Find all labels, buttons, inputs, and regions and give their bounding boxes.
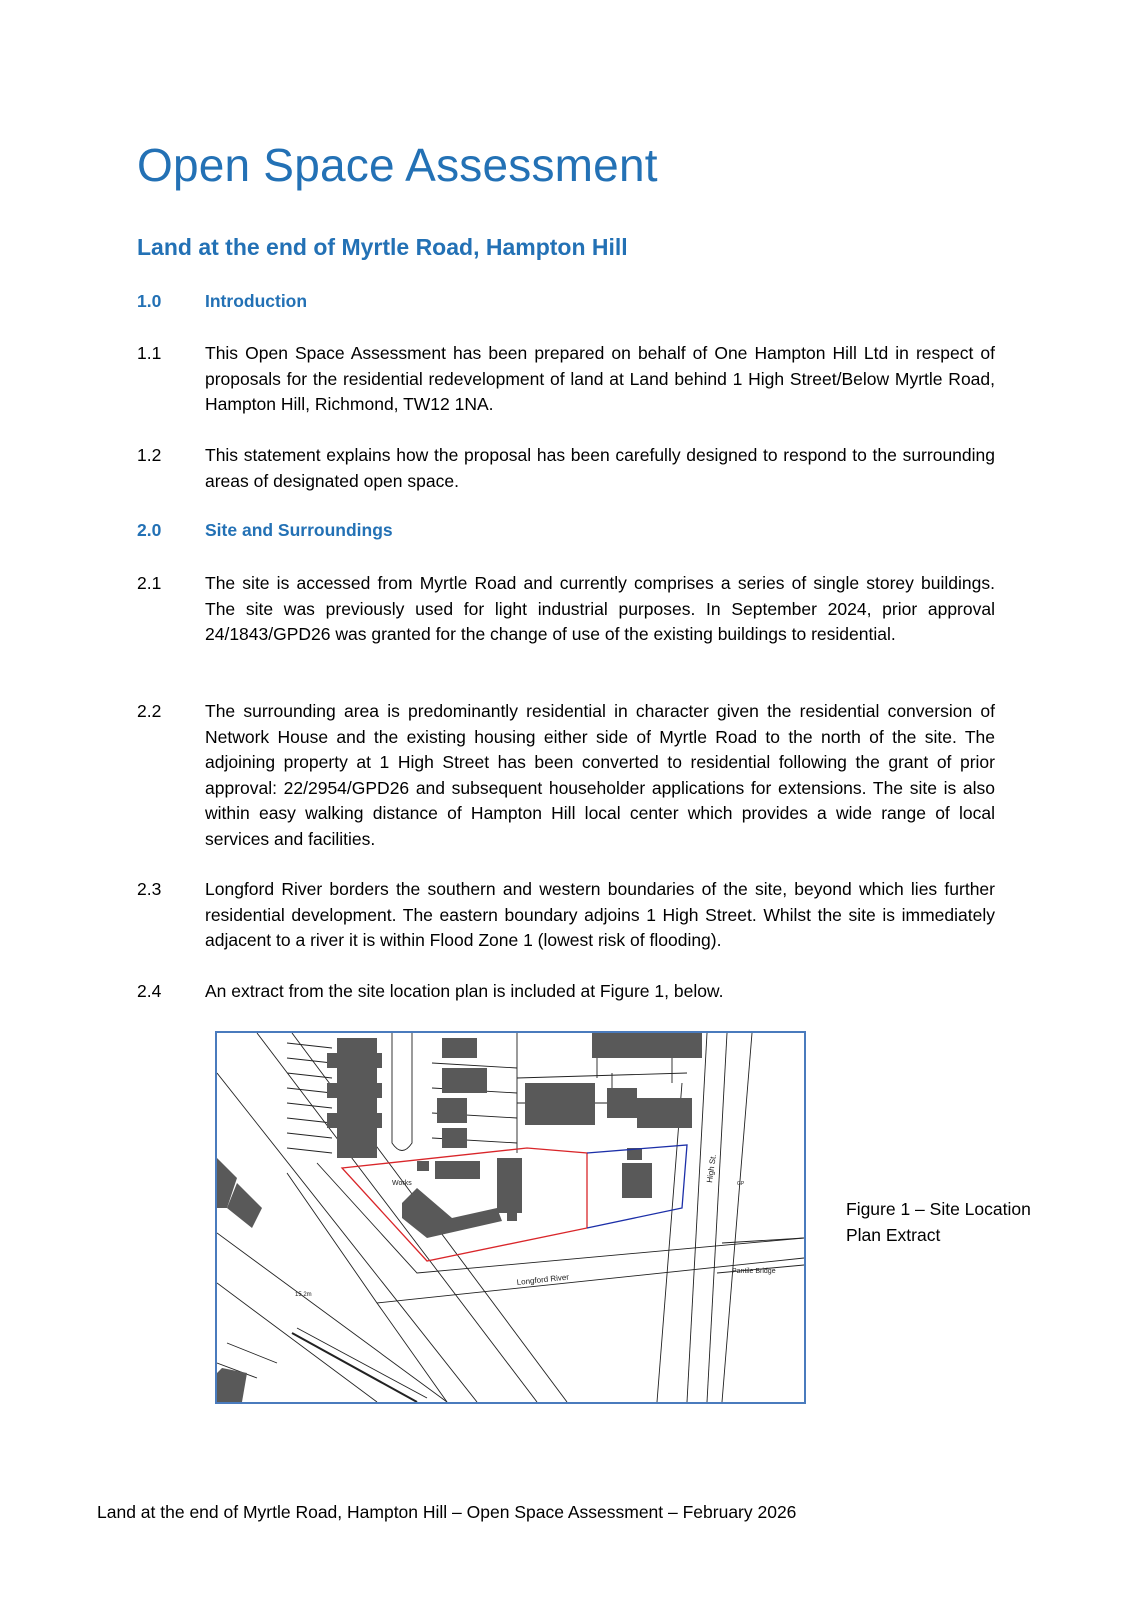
house-building [637,1098,692,1128]
paragraph-1-2 [137,443,995,494]
works-building [417,1161,429,1171]
paragraph-text: Longford River borders the southern and western boundaries of the site, beyond which lies further residential development. The eastern boundary adjoins 1 High Street. Whilst the site is immediately adjacent to a river it is within Flood Zone 1 (lowest risk of flooding). [205,879,995,950]
map-label-longford-river: Longford River [516,1272,570,1287]
section-title: Introduction [205,291,308,311]
myrtle-road [392,1033,412,1151]
high-street-edge [707,1033,727,1402]
paragraph-2-3 [137,877,995,954]
house-building [525,1083,595,1125]
paragraph-text: This statement explains how the proposal has been carefully designed to respond to the surrounding areas of designated open space. [205,445,995,491]
works-building [507,1213,517,1221]
map-label-gp: GP [737,1181,745,1187]
paragraph-2-4 [137,979,995,1005]
terrace-building [327,1053,382,1068]
large-building [592,1033,702,1058]
paragraph-1-1 [137,341,995,418]
page-title: Open Space Assessment [137,139,658,191]
map-label-spot-height: 15.2m [295,1292,312,1298]
section-number: 2.0 [137,520,162,540]
paragraph-number: 2.3 [137,879,162,899]
works-building [497,1158,522,1213]
railway-line [292,1333,417,1402]
map-label-high-st: High St. [705,1153,718,1184]
paragraph-text: This Open Space Assessment has been prepared on behalf of One Hampton Hill Ltd in respect of proposals for the residential redevelopment of land at Land behind 1 High Street/Below Myrtle Road, Hampton Hill, Richmond, TW12 1NA. [205,343,995,414]
figure-caption: Figure 1 – Site Location Plan Extract [846,1199,1031,1245]
river-bank [317,1163,804,1273]
river-bank [377,1303,447,1402]
house-building [622,1163,652,1198]
high-street-edge [657,1083,682,1402]
paragraph-number: 2.1 [137,573,162,593]
road-edge [217,1233,447,1402]
works-building [402,1188,502,1238]
paragraph-number: 1.2 [137,445,162,465]
paragraph-text: An extract from the site location plan is included at Figure 1, below. [205,981,724,1001]
site-location-map [217,1033,804,1402]
house-building [217,1368,247,1402]
house-building [442,1068,487,1093]
paragraph-number: 2.2 [137,701,162,721]
site-location-plan [215,1031,806,1404]
page-subtitle: Land at the end of Myrtle Road, Hampton Hill [137,234,628,260]
section-title: Site and Surroundings [205,520,393,540]
section-heading-introduction [137,291,307,312]
railway-line [297,1328,427,1398]
map-label-pantile-bridge: Pantile Bridge [732,1268,776,1275]
paragraph-2-1 [137,571,995,648]
paragraph-number: 1.1 [137,343,162,363]
terrace-building [327,1083,382,1098]
high-street-edge [722,1033,752,1402]
section-heading-site-and-surroundings [137,520,393,541]
house-building [442,1128,467,1148]
paragraph-text: The site is accessed from Myrtle Road and currently comprises a series of single storey buildings. The site was previously used for light industrial purposes. In September 2024, prior approval 24/1843/GPD26 was granted for the change of use of the existing buildings to residential. [205,573,995,644]
map-label-works: Works [392,1180,412,1187]
works-building [435,1161,480,1179]
paragraph-text: The surrounding area is predominantly residential in character given the residential conversion of Network House and the existing housing either side of Myrtle Road to the north of the site. The adjoining property at 1 High Street has been converted to residential following the grant of prior approval: 22/2954/GPD26 and subsequent householder applications for extensions. The site is also within easy walking distance of Hampton Hill local center which provides a wide range of local services and facilities. [205,701,995,849]
terrace-building [327,1113,382,1128]
house-building [442,1038,477,1058]
bridge-edge [722,1238,804,1243]
paragraph-2-2 [137,699,995,852]
house-building [607,1088,637,1118]
section-number: 1.0 [137,291,162,311]
house-building [437,1098,467,1123]
page-footer: Land at the end of Myrtle Road, Hampton Hill – Open Space Assessment – February 2026 [97,1502,797,1522]
paragraph-number: 2.4 [137,981,162,1001]
plot-lines [287,1043,332,1153]
high-street-edge [687,1033,707,1402]
